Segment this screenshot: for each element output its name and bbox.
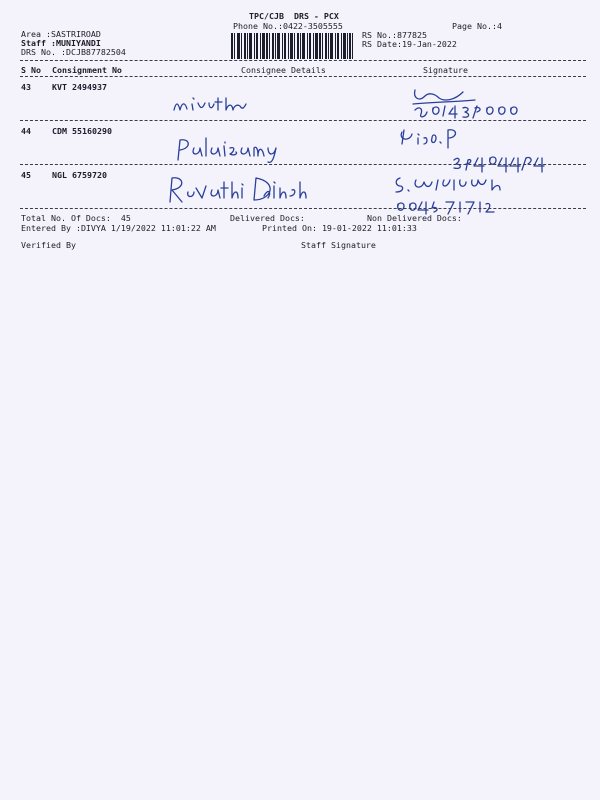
printed-on: Printed On: 19-01-2022 11:01:33	[262, 223, 417, 233]
divider	[20, 208, 586, 209]
row-sno: 45	[21, 170, 31, 180]
divider	[20, 60, 586, 61]
column-header-consignment: Consignment No	[52, 65, 122, 75]
column-header-signature: Signature	[423, 65, 468, 75]
rs-number: RS No.:877825	[362, 30, 427, 40]
drs-number: DRS No. :DCJB87782504	[21, 47, 126, 57]
delivered-docs: Delivered Docs:	[230, 213, 305, 223]
rs-date: RS Date:19-Jan-2022	[362, 39, 457, 49]
consignee-handwriting	[170, 134, 300, 164]
divider	[20, 164, 586, 165]
column-header-sno: S No	[21, 65, 41, 75]
document-title: TPC/CJB DRS - PCX	[249, 11, 339, 21]
non-delivered-docs: Non Delivered Docs:	[367, 213, 462, 223]
phone-number: Phone No.:0422-3505555	[233, 21, 343, 31]
total-docs: Total No. Of Docs: 45	[21, 213, 131, 223]
verified-by: Verified By	[21, 240, 76, 250]
consignee-handwriting	[160, 174, 320, 204]
signature-handwriting	[405, 84, 555, 124]
staff-signature: Staff Signature	[301, 240, 376, 250]
row-sno: 43	[21, 82, 31, 92]
entered-by: Entered By :DIVYA 1/19/2022 11:01:22 AM	[21, 223, 216, 233]
area-field: Area :SASTRIROAD	[21, 29, 101, 39]
barcode	[231, 33, 353, 59]
staff-field: Staff :MUNIYANDI	[21, 38, 101, 48]
divider	[20, 76, 586, 77]
consignee-handwriting	[170, 92, 270, 116]
row-consignment-no: NGL 6759720	[52, 170, 107, 180]
row-consignment-no: KVT 2494937	[52, 82, 107, 92]
page-number: Page No.:4	[452, 21, 502, 31]
column-header-consignee: Consignee Details	[241, 65, 326, 75]
row-sno: 44	[21, 126, 31, 136]
row-consignment-no: CDM 55160290	[52, 126, 112, 136]
divider	[20, 120, 586, 121]
